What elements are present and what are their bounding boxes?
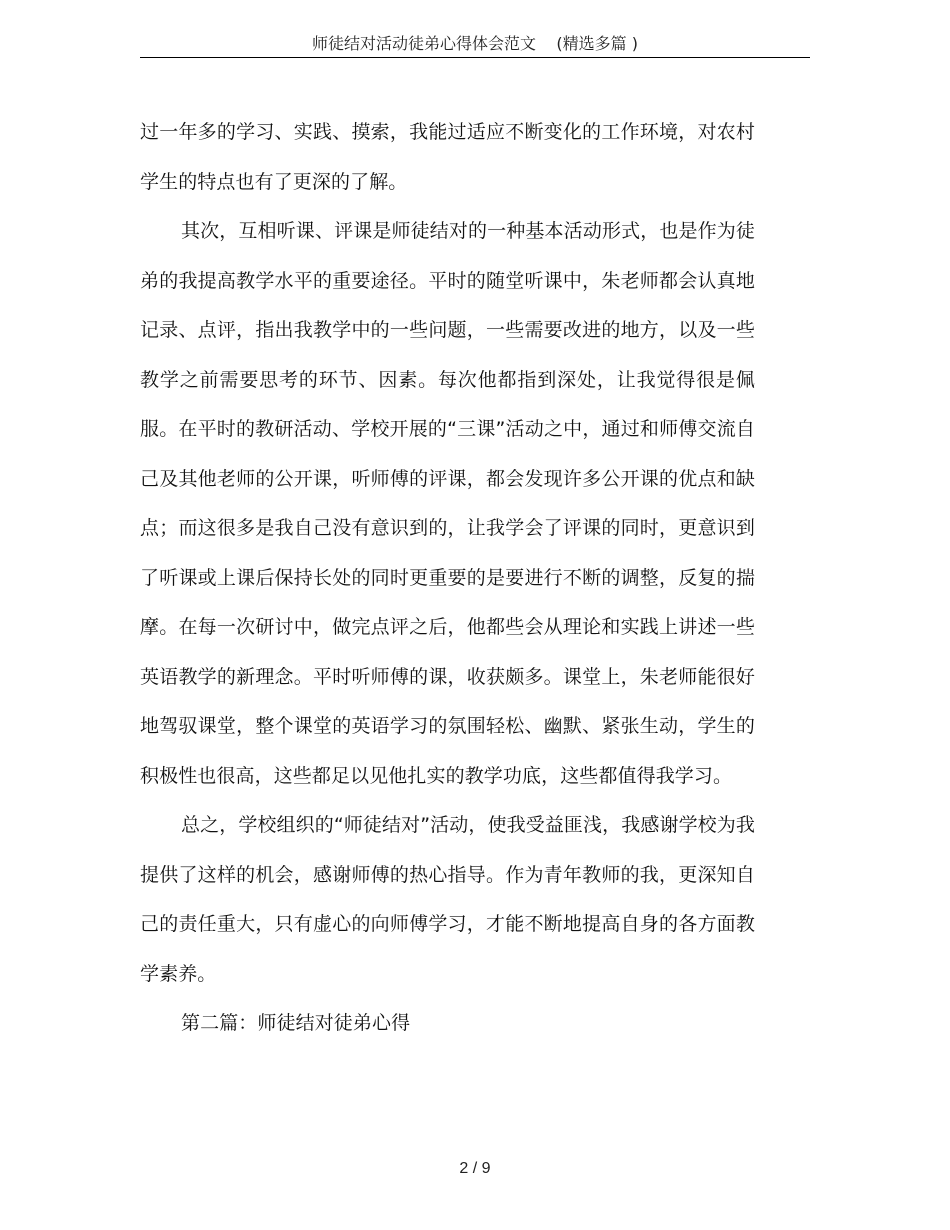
page-header-title: 师徒结对活动徒弟心得体会范文 (精选多篇 ) [312,34,638,53]
page-number: 2 / 9 [459,1160,491,1177]
paragraph-conclusion: 总之，学校组织的“师徒结对”活动，使我受益匪浅，我感谢学校为我提供了这样的机会，感谢师傅的热心指导。作为青年教师的我，更深知自己的责任重大，只有虚心的向师傅学习，才能不断地提高自身的各方面教学素养。 [140,814,755,985]
header-divider [140,57,810,58]
paragraph-continuation: 过一年多的学习、实践、摸索，我能过适应不断变化的工作环境，对农村学生的特点也有了更深的了解。 [140,121,755,193]
document-body [140,108,755,1049]
section-heading-part-two: 第二篇：师徒结对徒弟心得 [181,1012,411,1034]
paragraph-lesson-observation: 其次，互相听课、评课是师徒结对的一种基本活动形式，也是作为徒弟的我提高教学水平的重要途径。平时的随堂听课中，朱老师都会认真地记录、点评，指出我教学中的一些问题，一些需要改进的地方，以及一些教学之前需要思考的环节、因素。每次他都指到深处，让我觉得很是佩服。在平时的教研活动、学校开展的“三课”活动之中，通过和师傅交流自己及其他老师的公开课，听师傅的评课，都会发现许多公开课的优点和缺点；而这很多是我自己没有意识到的，让我学会了评课的同时，更意识到了听课或上课后保持长处的同时更重要的是要进行不断的调整，反复的揣摩。在每一次研讨中，做完点评之后，他都些会从理论和实践上讲述一些英语教学的新理念。平时听师傅的课，收获颇多。课堂上，朱老师能很好地驾驭课堂，整个课堂的英语学习的氛围轻松、幽默、紧张生动，学生的积极性也很高，这些都足以见他扎实的教学功底，这些都值得我学习。 [140,220,755,787]
